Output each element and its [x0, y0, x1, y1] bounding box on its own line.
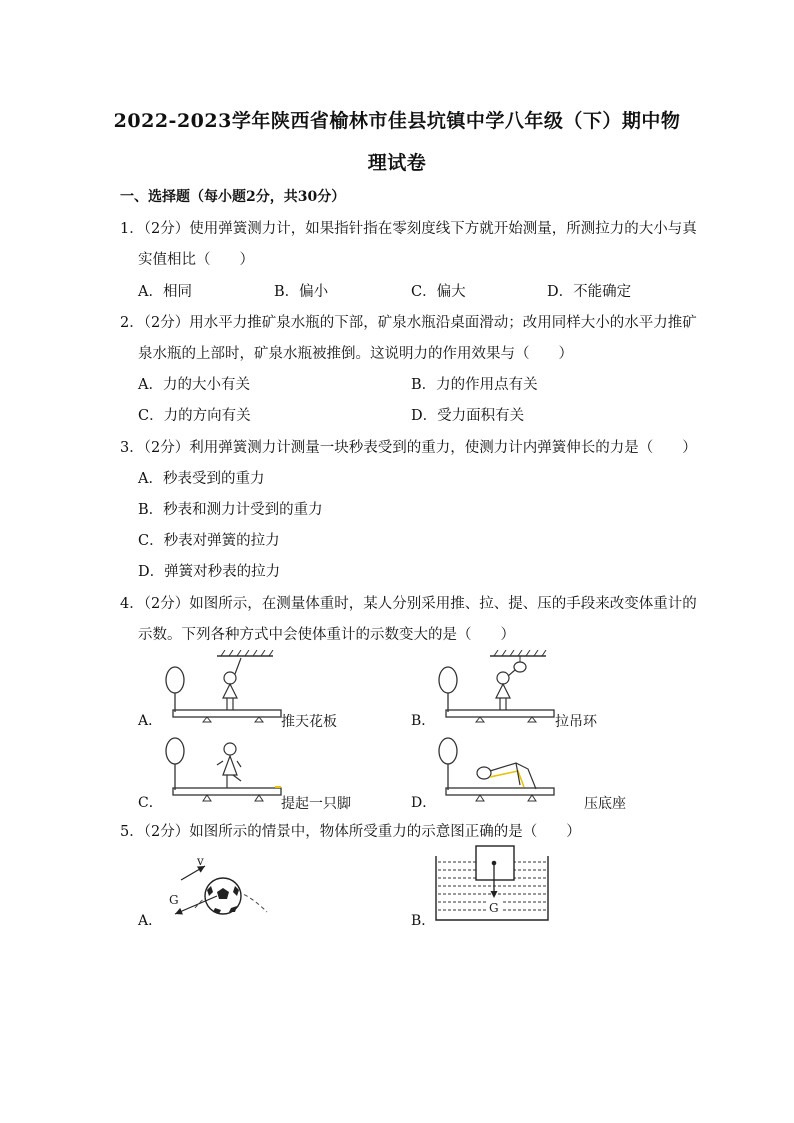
q5-stem-line1: 5．（2分）如图所示的情景中，物体所受重力的示意图正确的是（ ）: [120, 824, 581, 840]
exam-title-line1: 2022-2023学年陕西省榆林市佳县坑镇中学八年级（下）期中物: [113, 110, 681, 132]
q4-option-d-letter: D．: [411, 795, 437, 811]
q4-stem-line2: 示数。下列各种方式中会使体重计的示数变大的是（ ）: [138, 627, 515, 643]
q5-option-b-letter: B．: [411, 913, 436, 929]
q4-option-c-caption: 提起一只脚: [281, 796, 351, 812]
q4-figure-a-push-ceiling: [155, 650, 285, 730]
q4-figure-d-press-base: [428, 735, 558, 810]
q5-option-a-letter: A．: [138, 913, 163, 929]
q3-option-d: D．弹簧对秒表的拉力: [138, 564, 281, 580]
q4-option-a-letter: A．: [138, 713, 163, 729]
q2-stem-line1: 2．（2分）用水平力推矿泉水瓶的下部，矿泉水瓶沿桌面滑动；改用同样大小的水平力推矿: [120, 315, 697, 331]
q4-stem-line1: 4．（2分）如图所示，在测量体重时，某人分别采用推、拉、提、压的手段来改变体重计的: [120, 596, 697, 612]
q4-figure-c-lift-foot: [155, 735, 285, 810]
q3-stem-line1: 3．（2分）利用弹簧测力计测量一块秒表受到的重力，使测力计内弹簧伸长的力是（ ）: [120, 440, 697, 456]
q4-figure-b-pull-ring: [428, 650, 558, 730]
q4-option-b-letter: B．: [411, 713, 436, 729]
q2-option-c: C．力的方向有关: [138, 408, 251, 424]
q3-option-c: C．秒表对弹簧的拉力: [138, 533, 280, 549]
q4-option-d-caption: 压底座: [584, 796, 626, 812]
q1-option-b: B．偏小: [274, 284, 329, 300]
q3-option-a: A．秒表受到的重力: [138, 471, 265, 487]
q4-option-a-caption: 推天花板: [281, 714, 337, 730]
q4-option-c-letter: C．: [138, 795, 163, 811]
q2-stem-line2: 泉水瓶的上部时，矿泉水瓶被推倒。这说明力的作用效果与（ ）: [138, 346, 573, 362]
q1-option-d: D．不能确定: [547, 284, 632, 300]
q3-option-b: B．秒表和测力计受到的重力: [138, 502, 323, 518]
q2-option-a: A．力的大小有关: [138, 377, 250, 393]
q2-option-b: B．力的作用点有关: [411, 377, 538, 393]
q2-option-d: D．受力面积有关: [411, 408, 525, 424]
q1-option-c: C．偏大: [411, 284, 466, 300]
section-heading: 一、选择题（每小题2分，共30分）: [120, 189, 346, 205]
q4-option-b-caption: 拉吊环: [555, 714, 597, 730]
q1-option-a: A．相同: [138, 284, 192, 300]
q1-stem-line2: 实值相比（ ）: [138, 252, 254, 268]
q5-gravity-label-b: G: [489, 901, 499, 915]
exam-title-line2: 理试卷: [367, 152, 427, 174]
q5-figure-b-block-in-water: [432, 842, 552, 924]
q5-velocity-label: v: [197, 854, 204, 868]
q5-figure-a-soccer-ball: [155, 850, 275, 925]
q5-gravity-label-a: G: [169, 893, 179, 907]
q1-stem-line1: 1．（2分）使用弹簧测力计，如果指针指在零刻度线下方就开始测量，所测拉力的大小与真: [120, 221, 697, 237]
